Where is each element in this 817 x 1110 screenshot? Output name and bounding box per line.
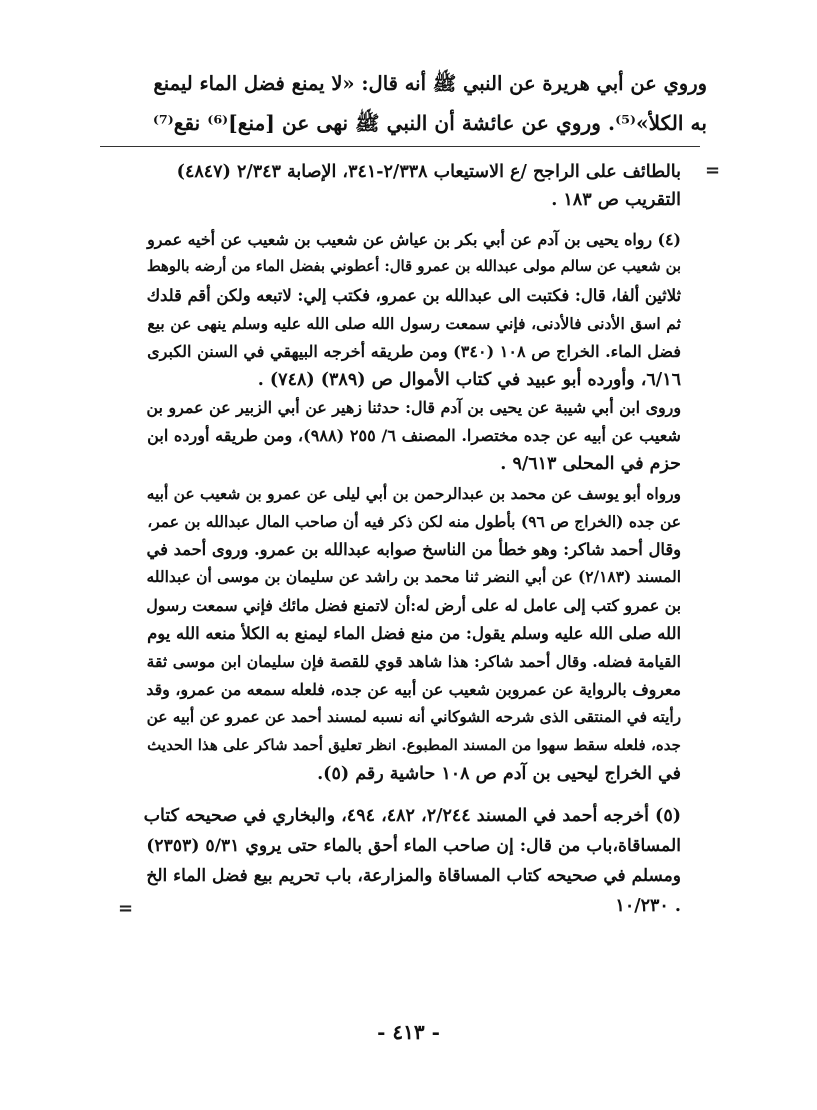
footnote-line: المساقاة،باب من قال: إن صاحب الماء أحق بالماء حتى يروي ٥/٣١ (٢٣٥٣) [146, 836, 681, 856]
footnote-line: وقال أحمد شاكر: وهو خطأ من الناسخ صوابه عبدالله بن عمرو. وروى أحمد في [146, 540, 681, 559]
main-text-line-2: به الكلأ»⁽⁵⁾. وروي عن عائشة أن النبي ﷺ نهى عن [منع]⁽⁶⁾ نقع⁽⁷⁾ [152, 111, 707, 135]
footnote-line: التقريب ص ١٨٣ . [551, 190, 681, 210]
footnote-line: المسند (٢/١٨٣) عن أبي النضر ثنا محمد بن راشد عن سليمان بن موسى أن عبدالله [146, 568, 681, 586]
footnote-line: بالطائف على الراجح /ع الاستيعاب ٢/٣٣٨-٣٤١، الإصابة ٢/٣٤٣ (٤٨٤٧) [176, 162, 681, 182]
footnote-line: شعيب عن أبيه عن جده مختصرا. المصنف ٦/ ٢٥٥ (٩٨٨)، ومن طريقه أورده ابن [147, 426, 681, 445]
footnote-line: رأيته في المنتقى الذى شرحه الشوكاني أنه نسبه لمسند أحمد عن عمرو عن أبيه عن [146, 708, 681, 726]
footnote-separator [100, 146, 700, 147]
footnote-line: ورواه أبو يوسف عن محمد بن عبدالرحمن بن أبي ليلى عن عمرو بن شعيب عن أبيه [146, 484, 681, 503]
footnote-line: (٤) رواه يحيى بن آدم عن أبي بكر بن عياش عن شعيب بن شعيب عن أخيه عمرو [147, 230, 681, 249]
footnote-line: حزم في المحلى ٩/٦١٣ . [500, 454, 681, 474]
footnote-line: ثم اسق الأدنى فالأدنى، فإني سمعت رسول الله صلى الله عليه وسلم ينهى عن بيع [147, 314, 681, 333]
page-number: - ٤١٣ - [377, 1020, 440, 1044]
main-text-line-1: وروي عن أبي هريرة عن النبي ﷺ أنه قال: «لا يمنع فضل الماء ليمنع [153, 72, 707, 95]
footnote-line: ٦/١٦، وأورده أبو عبيد في كتاب الأموال ص (٣٨٩) (٧٤٨) . [257, 370, 681, 390]
margin-mark-top: = [705, 160, 721, 181]
margin-mark-bottom: = [118, 898, 134, 919]
footnote-line: بن عمرو كتب إلى عامل له على أرض له:أن لاتمنع فضل مائك فإني سمعت رسول [146, 596, 681, 615]
footnote-line: في الخراج ليحيى بن آدم ص ١٠٨ حاشية رقم (٥). [317, 764, 681, 784]
footnote-line: الله صلى الله عليه وسلم يقول: من منع فضل الماء ليمنع به الكلأ منعه الله يوم [147, 624, 681, 643]
footnote-line: ١٠/٢٣٠ . [615, 896, 681, 916]
footnote-line: جده، فلعله سقط سهوا من المسند المطبوع. انظر تعليق أحمد شاكر على هذا الحديث [147, 736, 681, 754]
footnote-line: وروى ابن أبي شيبة عن يحيى بن آدم قال: حدثنا زهير عن أبي الزبير عن عمرو بن [146, 398, 681, 417]
footnote-line: عن جده (الخراج ص ٩٦) بأطول منه لكن ذكر فيه أن صاحب المال عبدالله بن عمر، [147, 512, 681, 531]
footnote-line: ثلاثين ألفا، قال: فكتبت الى عبدالله بن عمرو، فكتب إلي: لاتبعه ولكن أقم قلدك [146, 286, 681, 305]
footnote-line: معروف بالرواية عن عمروبن شعيب عن أبيه عن جده، فلعله سمعه من عمرو، وقد [146, 680, 681, 699]
footnote-line: فضل الماء. الخراج ص ١٠٨ (٣٤٠) ومن طريقه أخرجه البيهقي في السنن الكبرى [147, 342, 681, 361]
footnote-line: (٥) أخرجه أحمد في المسند ٢/٢٤٤، ٤٨٢، ٤٩٤، والبخاري في صحيحه كتاب [143, 806, 681, 826]
footnote-line: ومسلم في صحيحه كتاب المساقاة والمزارعة، باب تحريم بيع فضل الماء الخ [146, 866, 681, 886]
footnote-line: بن شعيب عن سالم مولى عبدالله بن عمرو قال: أعطوني بفضل الماء من أرضه بالوهط [146, 258, 681, 275]
footnote-line: القيامة فضله. وقال أحمد شاكر: هذا شاهد قوي للقصة فإن سليمان ابن موسى ثقة [146, 652, 681, 671]
